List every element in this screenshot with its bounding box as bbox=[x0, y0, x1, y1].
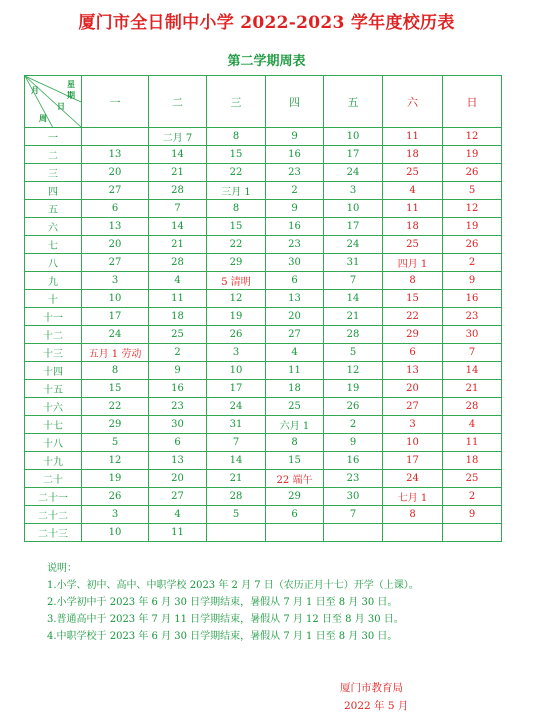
header-saturday: 六 bbox=[383, 76, 443, 128]
day-cell-friday bbox=[324, 524, 383, 542]
day-cell-tuesday: 二月 7 bbox=[149, 128, 207, 146]
week-number-cell: 三 bbox=[25, 164, 82, 182]
issue-date: 2022 年 5 月 bbox=[344, 700, 409, 712]
day-cell-wednesday: 29 bbox=[207, 254, 266, 272]
week-row bbox=[25, 254, 502, 272]
day-cell-saturday bbox=[383, 524, 443, 542]
day-cell-thursday: 22 端午 bbox=[266, 470, 324, 488]
day-cell-monday: 19 bbox=[82, 470, 149, 488]
week-row bbox=[25, 182, 502, 200]
week-row bbox=[25, 272, 502, 290]
day-cell-wednesday: 10 bbox=[207, 362, 266, 380]
day-cell-sunday: 2 bbox=[443, 488, 502, 506]
week-number-cell: 十三 bbox=[25, 344, 82, 362]
week-row bbox=[25, 326, 502, 344]
day-cell-thursday: 6 bbox=[266, 272, 324, 290]
note-item: 3.普通高中于 2023 年 7 月 11 日学期结束，暑假从 7 月 12 日至 8 月 30 日。 bbox=[47, 614, 404, 625]
header-monday: 一 bbox=[82, 76, 149, 128]
day-cell-saturday: 4 bbox=[383, 182, 443, 200]
day-cell-thursday: 13 bbox=[266, 290, 324, 308]
day-cell-wednesday: 17 bbox=[207, 380, 266, 398]
day-cell-wednesday: 3 bbox=[207, 344, 266, 362]
day-cell-friday: 7 bbox=[324, 272, 383, 290]
header-thursday: 四 bbox=[266, 76, 324, 128]
day-cell-friday: 28 bbox=[324, 326, 383, 344]
day-cell-wednesday: 22 bbox=[207, 236, 266, 254]
day-cell-sunday: 2 bbox=[443, 254, 502, 272]
day-cell-thursday: 11 bbox=[266, 362, 324, 380]
day-cell-thursday: 16 bbox=[266, 146, 324, 164]
day-cell-saturday: 18 bbox=[383, 218, 443, 236]
day-cell-monday: 20 bbox=[82, 236, 149, 254]
header-wednesday: 三 bbox=[207, 76, 266, 128]
day-cell-thursday: 2 bbox=[266, 182, 324, 200]
day-cell-tuesday: 27 bbox=[149, 488, 207, 506]
day-cell-sunday: 26 bbox=[443, 236, 502, 254]
day-cell-friday: 14 bbox=[324, 290, 383, 308]
corner-label-weekday-bottom: 期 bbox=[67, 90, 75, 100]
day-cell-sunday: 19 bbox=[443, 218, 502, 236]
week-row bbox=[25, 128, 502, 146]
day-cell-wednesday bbox=[207, 524, 266, 542]
week-row bbox=[25, 380, 502, 398]
week-row bbox=[25, 164, 502, 182]
day-cell-thursday: 20 bbox=[266, 308, 324, 326]
day-cell-monday: 五月 1 劳动 bbox=[82, 344, 149, 362]
day-cell-friday: 31 bbox=[324, 254, 383, 272]
day-cell-tuesday: 25 bbox=[149, 326, 207, 344]
issuer: 厦门市教育局 bbox=[340, 682, 403, 694]
day-cell-monday: 20 bbox=[82, 164, 149, 182]
week-number-cell: 十二 bbox=[25, 326, 82, 344]
week-number-cell: 一 bbox=[25, 128, 82, 146]
day-cell-tuesday: 28 bbox=[149, 254, 207, 272]
day-cell-sunday: 14 bbox=[443, 362, 502, 380]
day-cell-monday: 13 bbox=[82, 218, 149, 236]
day-cell-monday: 13 bbox=[82, 146, 149, 164]
day-cell-wednesday: 15 bbox=[207, 146, 266, 164]
note-item: 1.小学、初中、高中、中职学校 2023 年 2 月 7 日（农历正月十七）开学（上课）。 bbox=[47, 580, 419, 591]
day-cell-thursday: 15 bbox=[266, 452, 324, 470]
day-cell-saturday: 27 bbox=[383, 398, 443, 416]
day-cell-saturday: 8 bbox=[383, 506, 443, 524]
day-cell-saturday: 3 bbox=[383, 416, 443, 434]
day-cell-thursday: 27 bbox=[266, 326, 324, 344]
week-row bbox=[25, 488, 502, 506]
day-cell-saturday: 29 bbox=[383, 326, 443, 344]
week-number-cell: 二十一 bbox=[25, 488, 82, 506]
day-cell-wednesday: 14 bbox=[207, 452, 266, 470]
day-cell-thursday: 23 bbox=[266, 164, 324, 182]
day-cell-tuesday: 11 bbox=[149, 524, 207, 542]
week-number-cell: 十四 bbox=[25, 362, 82, 380]
day-cell-friday: 21 bbox=[324, 308, 383, 326]
day-cell-sunday: 4 bbox=[443, 416, 502, 434]
day-cell-monday: 10 bbox=[82, 290, 149, 308]
day-cell-wednesday: 5 bbox=[207, 506, 266, 524]
week-number-cell: 十六 bbox=[25, 398, 82, 416]
corner-label-month: 月 bbox=[31, 85, 39, 95]
day-cell-sunday: 16 bbox=[443, 290, 502, 308]
day-cell-saturday: 13 bbox=[383, 362, 443, 380]
day-cell-thursday: 六月 1 bbox=[266, 416, 324, 434]
day-cell-monday: 27 bbox=[82, 254, 149, 272]
day-cell-thursday: 25 bbox=[266, 398, 324, 416]
day-cell-wednesday: 8 bbox=[207, 128, 266, 146]
week-number-cell: 六 bbox=[25, 218, 82, 236]
week-number-cell: 十 bbox=[25, 290, 82, 308]
day-cell-saturday: 10 bbox=[383, 434, 443, 452]
day-cell-thursday: 16 bbox=[266, 218, 324, 236]
week-number-cell: 十一 bbox=[25, 308, 82, 326]
day-cell-tuesday: 28 bbox=[149, 182, 207, 200]
day-cell-tuesday: 20 bbox=[149, 470, 207, 488]
day-cell-friday: 17 bbox=[324, 218, 383, 236]
week-number-cell: 十八 bbox=[25, 434, 82, 452]
week-number-cell: 十九 bbox=[25, 452, 82, 470]
day-cell-saturday: 25 bbox=[383, 236, 443, 254]
day-cell-monday: 10 bbox=[82, 524, 149, 542]
day-cell-friday: 26 bbox=[324, 398, 383, 416]
day-cell-sunday: 28 bbox=[443, 398, 502, 416]
day-cell-wednesday: 5 清明 bbox=[207, 272, 266, 290]
day-cell-tuesday: 2 bbox=[149, 344, 207, 362]
week-number-cell: 十七 bbox=[25, 416, 82, 434]
week-number-cell: 八 bbox=[25, 254, 82, 272]
day-cell-tuesday: 4 bbox=[149, 506, 207, 524]
week-row bbox=[25, 200, 502, 218]
week-row bbox=[25, 416, 502, 434]
day-cell-saturday: 22 bbox=[383, 308, 443, 326]
week-row bbox=[25, 506, 502, 524]
day-cell-sunday: 7 bbox=[443, 344, 502, 362]
week-row bbox=[25, 470, 502, 488]
day-cell-monday: 12 bbox=[82, 452, 149, 470]
day-cell-sunday: 9 bbox=[443, 272, 502, 290]
day-cell-wednesday: 31 bbox=[207, 416, 266, 434]
day-cell-monday bbox=[82, 128, 149, 146]
day-cell-sunday bbox=[443, 524, 502, 542]
corner-label-weekday-top: 星 bbox=[67, 79, 75, 89]
week-number-cell: 四 bbox=[25, 182, 82, 200]
day-cell-friday: 12 bbox=[324, 362, 383, 380]
day-cell-sunday: 26 bbox=[443, 164, 502, 182]
header-tuesday: 二 bbox=[149, 76, 207, 128]
day-cell-tuesday: 16 bbox=[149, 380, 207, 398]
day-cell-sunday: 19 bbox=[443, 146, 502, 164]
day-cell-sunday: 21 bbox=[443, 380, 502, 398]
day-cell-monday: 8 bbox=[82, 362, 149, 380]
week-row bbox=[25, 290, 502, 308]
week-row bbox=[25, 362, 502, 380]
week-number-cell: 二十二 bbox=[25, 506, 82, 524]
day-cell-tuesday: 7 bbox=[149, 200, 207, 218]
day-cell-tuesday: 21 bbox=[149, 236, 207, 254]
day-cell-sunday: 25 bbox=[443, 470, 502, 488]
week-number-cell: 二十三 bbox=[25, 524, 82, 542]
day-cell-tuesday: 11 bbox=[149, 290, 207, 308]
day-cell-tuesday: 4 bbox=[149, 272, 207, 290]
calendar-body bbox=[25, 128, 502, 542]
week-row bbox=[25, 146, 502, 164]
week-row bbox=[25, 524, 502, 542]
header-sunday: 日 bbox=[443, 76, 502, 128]
day-cell-saturday: 25 bbox=[383, 164, 443, 182]
day-cell-saturday: 四月 1 bbox=[383, 254, 443, 272]
calendar-table bbox=[24, 75, 502, 542]
corner-label-day: 日 bbox=[57, 101, 65, 111]
day-cell-tuesday: 23 bbox=[149, 398, 207, 416]
document-title: 厦门市全日制中小学 2022-2023 学年度校历表 bbox=[78, 13, 455, 33]
day-cell-monday: 29 bbox=[82, 416, 149, 434]
week-row bbox=[25, 344, 502, 362]
day-cell-friday: 30 bbox=[324, 488, 383, 506]
day-cell-friday: 24 bbox=[324, 164, 383, 182]
day-cell-friday: 24 bbox=[324, 236, 383, 254]
day-cell-thursday: 29 bbox=[266, 488, 324, 506]
note-item: 2.小学初中于 2023 年 6 月 30 日学期结束，暑假从 7 月 1 日至 8 月 30 日。 bbox=[47, 597, 398, 608]
day-cell-friday: 17 bbox=[324, 146, 383, 164]
day-cell-tuesday: 14 bbox=[149, 218, 207, 236]
day-cell-sunday: 5 bbox=[443, 182, 502, 200]
week-number-cell: 二 bbox=[25, 146, 82, 164]
day-cell-thursday bbox=[266, 524, 324, 542]
day-cell-thursday: 23 bbox=[266, 236, 324, 254]
day-cell-wednesday: 19 bbox=[207, 308, 266, 326]
day-cell-saturday: 8 bbox=[383, 272, 443, 290]
day-cell-wednesday: 7 bbox=[207, 434, 266, 452]
day-cell-thursday: 30 bbox=[266, 254, 324, 272]
day-cell-wednesday: 26 bbox=[207, 326, 266, 344]
day-cell-wednesday: 12 bbox=[207, 290, 266, 308]
corner-label-week: 周 bbox=[39, 113, 47, 123]
day-cell-wednesday: 15 bbox=[207, 218, 266, 236]
day-cell-monday: 3 bbox=[82, 506, 149, 524]
day-cell-sunday: 12 bbox=[443, 128, 502, 146]
day-cell-friday: 10 bbox=[324, 128, 383, 146]
day-cell-monday: 15 bbox=[82, 380, 149, 398]
day-cell-friday: 7 bbox=[324, 506, 383, 524]
day-cell-wednesday: 21 bbox=[207, 470, 266, 488]
day-cell-saturday: 11 bbox=[383, 128, 443, 146]
note-item: 4.中职学校于 2023 年 6 月 30 日学期结束，暑假从 7 月 1 日至 8 月 30 日。 bbox=[47, 631, 398, 642]
footer-signature bbox=[340, 679, 408, 715]
week-row bbox=[25, 452, 502, 470]
day-cell-monday: 3 bbox=[82, 272, 149, 290]
day-cell-saturday: 6 bbox=[383, 344, 443, 362]
week-number-cell: 十五 bbox=[25, 380, 82, 398]
notes-heading: 说明： bbox=[47, 563, 77, 574]
day-cell-monday: 24 bbox=[82, 326, 149, 344]
day-cell-thursday: 18 bbox=[266, 380, 324, 398]
day-cell-monday: 5 bbox=[82, 434, 149, 452]
day-cell-monday: 27 bbox=[82, 182, 149, 200]
week-row bbox=[25, 398, 502, 416]
day-cell-friday: 3 bbox=[324, 182, 383, 200]
day-cell-saturday: 15 bbox=[383, 290, 443, 308]
day-cell-saturday: 17 bbox=[383, 452, 443, 470]
day-cell-tuesday: 6 bbox=[149, 434, 207, 452]
day-cell-friday: 2 bbox=[324, 416, 383, 434]
day-cell-friday: 9 bbox=[324, 434, 383, 452]
day-cell-saturday: 11 bbox=[383, 200, 443, 218]
day-cell-tuesday: 13 bbox=[149, 452, 207, 470]
day-cell-friday: 16 bbox=[324, 452, 383, 470]
day-cell-monday: 22 bbox=[82, 398, 149, 416]
day-cell-thursday: 4 bbox=[266, 344, 324, 362]
day-cell-monday: 17 bbox=[82, 308, 149, 326]
day-cell-wednesday: 8 bbox=[207, 200, 266, 218]
day-cell-thursday: 9 bbox=[266, 200, 324, 218]
header-friday: 五 bbox=[324, 76, 383, 128]
day-cell-sunday: 12 bbox=[443, 200, 502, 218]
day-cell-thursday: 9 bbox=[266, 128, 324, 146]
day-cell-sunday: 30 bbox=[443, 326, 502, 344]
week-row bbox=[25, 434, 502, 452]
day-cell-tuesday: 9 bbox=[149, 362, 207, 380]
diagonal-header-cell bbox=[25, 76, 82, 128]
day-cell-saturday: 七月 1 bbox=[383, 488, 443, 506]
header-row bbox=[25, 76, 502, 128]
week-number-cell: 五 bbox=[25, 200, 82, 218]
day-cell-tuesday: 14 bbox=[149, 146, 207, 164]
notes-section bbox=[47, 560, 419, 645]
day-cell-tuesday: 21 bbox=[149, 164, 207, 182]
day-cell-saturday: 18 bbox=[383, 146, 443, 164]
day-cell-wednesday: 三月 1 bbox=[207, 182, 266, 200]
week-number-cell: 二十 bbox=[25, 470, 82, 488]
day-cell-sunday: 23 bbox=[443, 308, 502, 326]
day-cell-friday: 23 bbox=[324, 470, 383, 488]
day-cell-saturday: 20 bbox=[383, 380, 443, 398]
day-cell-wednesday: 28 bbox=[207, 488, 266, 506]
week-row bbox=[25, 308, 502, 326]
day-cell-sunday: 11 bbox=[443, 434, 502, 452]
day-cell-wednesday: 22 bbox=[207, 164, 266, 182]
week-number-cell: 九 bbox=[25, 272, 82, 290]
day-cell-saturday: 24 bbox=[383, 470, 443, 488]
day-cell-sunday: 18 bbox=[443, 452, 502, 470]
week-number-cell: 七 bbox=[25, 236, 82, 254]
day-cell-tuesday: 18 bbox=[149, 308, 207, 326]
document-subtitle: 第二学期周表 bbox=[227, 54, 306, 69]
day-cell-sunday: 9 bbox=[443, 506, 502, 524]
day-cell-tuesday: 30 bbox=[149, 416, 207, 434]
day-cell-friday: 19 bbox=[324, 380, 383, 398]
day-cell-thursday: 8 bbox=[266, 434, 324, 452]
day-cell-thursday: 6 bbox=[266, 506, 324, 524]
day-cell-friday: 5 bbox=[324, 344, 383, 362]
week-row bbox=[25, 218, 502, 236]
week-row bbox=[25, 236, 502, 254]
day-cell-friday: 10 bbox=[324, 200, 383, 218]
day-cell-monday: 26 bbox=[82, 488, 149, 506]
day-cell-wednesday: 24 bbox=[207, 398, 266, 416]
day-cell-monday: 6 bbox=[82, 200, 149, 218]
